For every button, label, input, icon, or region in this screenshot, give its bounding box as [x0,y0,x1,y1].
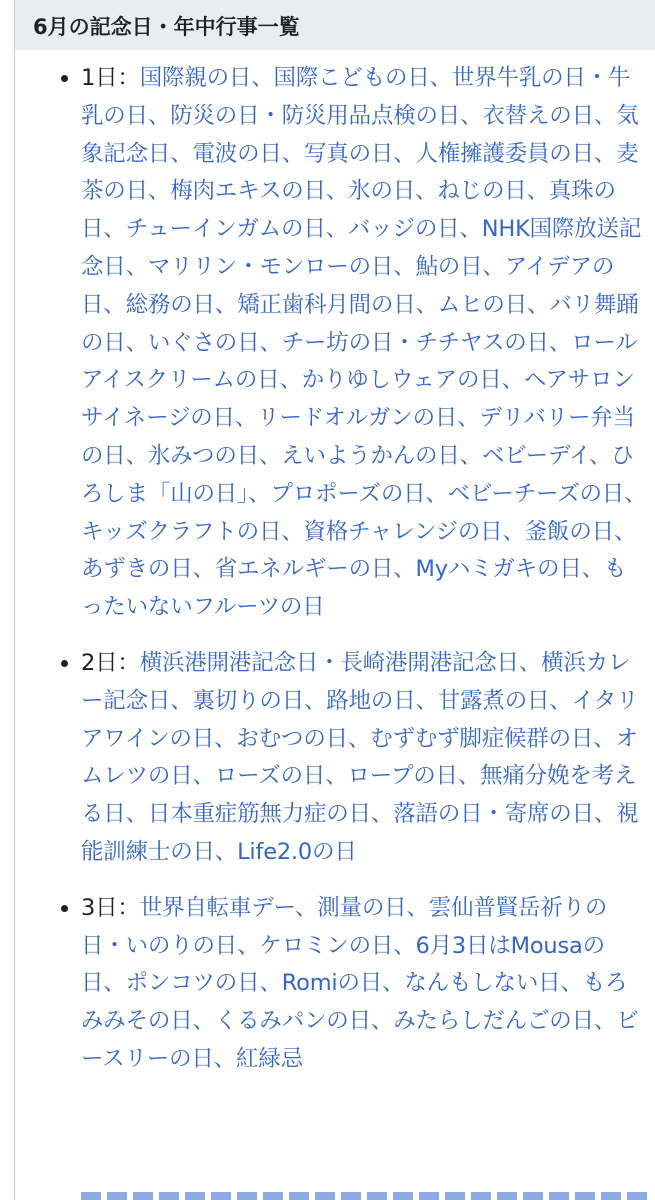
bullet-icon [61,905,68,912]
section-title: 6月の記念日・年中行事一覧 [33,15,300,39]
cut-off-next-line [15,1186,655,1200]
day-label: 1日： [81,65,140,91]
list-item-day-1 [15,60,655,627]
day-1-links[interactable]: 国際親の日、国際こどもの日、世界牛乳の日・牛乳の日、防災の日・防災用品点検の日、衣替えの日、気象記念日、電波の日、写真の日、人権擁護委員の日、麦茶の日、梅肉エキスの日、氷の日、ねじの日、真珠の日、チューインガムの日、バッジの日、NHK国際放送記念日、マリリン・モンローの日、鮎の日、アイデアの日、総務の日、矯正歯科月間の日、ムヒの日、バリ舞踊の日、いぐさの日、チー坊の日・チチヤスの日、ロールアイスクリームの日、かりゆしウェアの日、ヘアサロンサイネージの日、リードオルガンの日、デリバリー弁当の日、氷みつの日、えいようかんの日、ベビーデイ、ひろしま「山の日」、プロポーズの日、ベビーチーズの日、キッズクラフトの日、資格チャレンジの日、釜飯の日、あずきの日、省エネルギーの日、Myハミガキの日、もったいないフルーツの日 [81,65,647,621]
bullet-icon [61,660,68,667]
day-3-links[interactable]: 世界自転車デー、測量の日、雲仙普賢岳祈りの日・いのりの日、ケロミンの日、6月3日はMousaの日、ポンコツの日、Romiの日、なんもしない日、もろみみその日、くるみパンの日、みたらしだんごの日、ビースリーの日、紅緑忌 [81,894,639,1072]
day-2-links[interactable]: 横浜港開港記念日・長崎港開港記念日、横浜カレー記念日、裏切りの日、路地の日、甘露煮の日、イタリアワインの日、おむつの日、むずむず脚症候群の日、オムレツの日、ローズの日、ロープの日、無痛分娩を考える日、日本重症筋無力症の日、落語の日・寄席の日、視能訓練士の日、Life2.0の日 [81,649,639,865]
article-panel [14,0,655,1200]
day-label: 2日： [81,649,140,676]
list-item-day-3 [15,890,655,1079]
partial-text-line [81,1192,647,1200]
section-header [15,0,655,50]
day-label: 3日： [81,894,140,921]
list-item-day-2 [15,645,655,872]
bullet-icon [61,75,68,82]
anniversary-list [15,60,655,1097]
